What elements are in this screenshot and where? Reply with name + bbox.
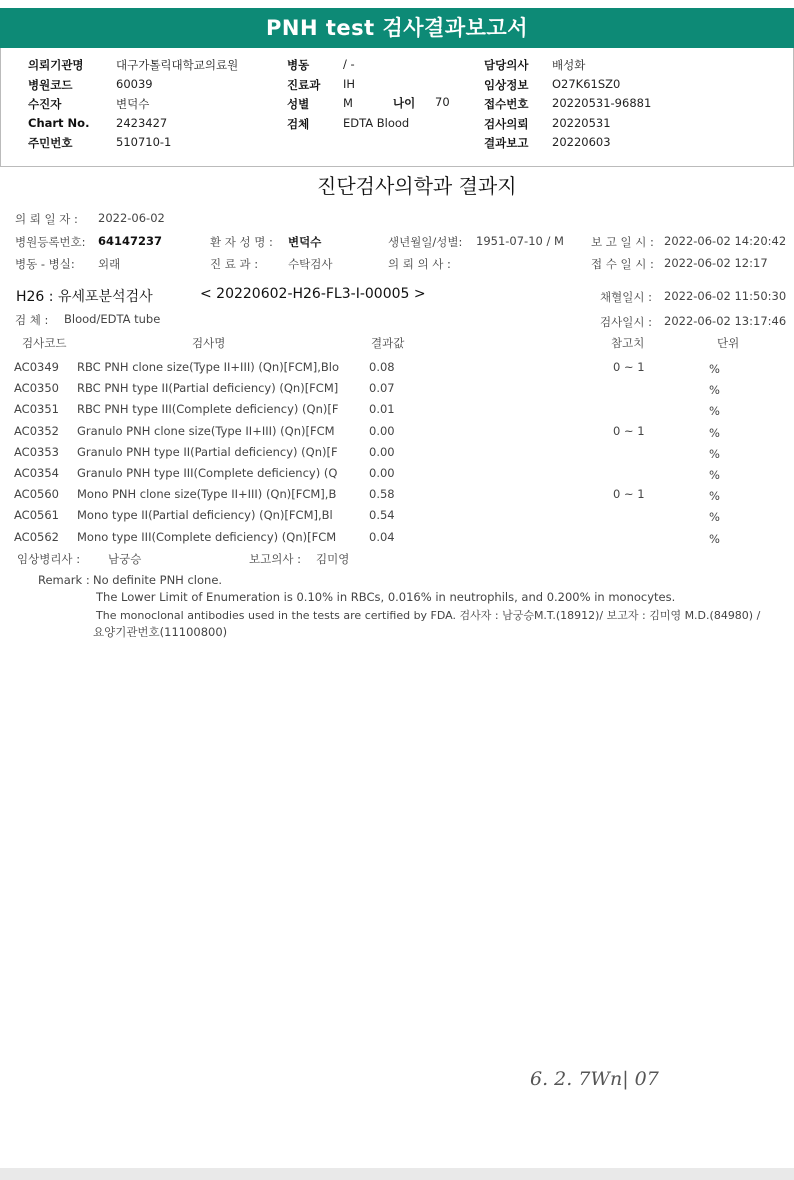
col-header-unit: 단위 <box>717 336 740 350</box>
reg-no-label: 병원등록번호: <box>15 235 86 249</box>
cell-test-name: Mono type II(Partial deficiency) (Qn)[FCM],Bl <box>77 508 333 523</box>
report-time-label: 보 고 일 시 : <box>591 235 654 249</box>
dob-label: 생년월일/성별: <box>388 235 463 249</box>
cell-test-name: RBC PNH clone size(Type II+III) (Qn)[FCM],Blo <box>77 360 339 374</box>
cell-code: AC0560 <box>14 487 59 502</box>
info-c1-label-text: 수진자 <box>28 97 62 111</box>
test-time-label: 검사일시 : <box>600 315 652 329</box>
info-c1-label-text: 병원코드 <box>28 77 73 92</box>
info-c2-value-3: EDTA Blood <box>343 115 410 130</box>
remark-line-1: No definite PNH clone. <box>93 573 223 587</box>
report-header-title: PNH test 검사결과보고서 <box>0 8 794 48</box>
cell-unit: % <box>709 404 720 419</box>
info-c1-label-3 <box>28 116 89 130</box>
cell-result: 0.00 <box>369 466 395 480</box>
reporter-label: 보고의사 : <box>249 552 301 566</box>
info-c2-label-text: 병동 <box>287 58 310 72</box>
remark-label: Remark : <box>38 573 90 587</box>
specimen-value: Blood/EDTA tube <box>64 312 161 326</box>
info-c2-label-text: 검체 <box>287 116 310 131</box>
dob-value: 1951-07-10 / M <box>476 234 564 248</box>
info-c2-label-0 <box>287 57 309 73</box>
exam-title: H26 : 유세포분석검사 <box>16 289 153 305</box>
col-header-name: 검사명 <box>192 336 226 350</box>
cell-code: AC0352 <box>14 423 59 438</box>
request-date-label: 의 뢰 일 자 : <box>15 212 78 226</box>
info-c1-value-0: 대구가톨릭대학교의료원 <box>116 58 239 72</box>
info-c3-label-0 <box>484 57 528 73</box>
cell-code: AC0350 <box>14 381 59 396</box>
cell-unit: % <box>709 446 720 461</box>
age-field <box>393 95 415 111</box>
cell-code: AC0561 <box>14 508 59 523</box>
cell-test-name: Granulo PNH clone size(Type II+III) (Qn)[FCM <box>77 423 335 438</box>
cell-result: 0.54 <box>369 508 395 523</box>
info-c1-label-text: Chart No. <box>28 115 90 130</box>
cell-result: 0.04 <box>369 529 395 544</box>
doctor-label: 의 뢰 의 사 : <box>388 257 451 271</box>
dept-label: 진 료 과 : <box>210 257 259 271</box>
info-c1-label-text: 주민번호 <box>28 136 73 150</box>
page-bottom-strip <box>0 1168 794 1180</box>
cell-result: 0.00 <box>369 423 395 438</box>
cell-reference: 0 ~ 1 <box>613 360 645 374</box>
patient-name: 변덕수 <box>288 235 322 249</box>
cell-result: 0.58 <box>369 487 395 502</box>
col-header-result: 결과값 <box>371 336 405 350</box>
info-c1-label-0 <box>28 57 84 73</box>
cell-result: 0.07 <box>369 381 395 396</box>
cell-test-name: Granulo PNH type II(Partial deficiency) (Qn)[F <box>77 444 338 459</box>
cell-test-name: RBC PNH type III(Complete deficiency) (Qn)[F <box>77 402 339 417</box>
cell-code: AC0354 <box>14 466 59 480</box>
cell-code: AC0351 <box>14 402 59 417</box>
receipt-time-label: 접 수 일 시 : <box>591 257 654 271</box>
cell-test-name: Granulo PNH type III(Complete deficiency) (Q <box>77 466 338 480</box>
clinician-label: 임상병리사 : <box>17 552 81 566</box>
document-title: 진단검사의학과 결과지 <box>317 174 517 198</box>
cell-unit: % <box>709 468 720 482</box>
cell-unit: % <box>709 510 720 525</box>
cell-code: AC0562 <box>14 529 59 544</box>
cell-unit: % <box>709 362 720 376</box>
cell-code: AC0353 <box>14 444 59 459</box>
reg-no: 64147237 <box>98 234 163 248</box>
collect-time: 2022-06-02 11:50:30 <box>664 289 787 303</box>
cell-result: 0.08 <box>369 360 395 374</box>
info-c1-value-1: 60039 <box>116 76 153 91</box>
report-time: 2022-06-02 14:20:42 <box>664 234 787 248</box>
cell-result: 0.01 <box>369 402 395 417</box>
info-c1-value-3: 2423427 <box>116 115 168 130</box>
ward-label: 병동 - 병실: <box>15 257 75 271</box>
cell-test-name: Mono PNH clone size(Type II+III) (Qn)[FCM],B <box>77 487 337 502</box>
info-c3-label-text: 임상정보 <box>484 77 529 92</box>
info-c3-value-4: 20220603 <box>552 135 611 149</box>
info-c2-label-2 <box>287 96 309 112</box>
collect-time-label: 채혈일시 : <box>600 290 652 304</box>
test-time: 2022-06-02 13:17:46 <box>664 314 787 328</box>
info-c3-label-4 <box>484 135 528 151</box>
cell-test-name: Mono type III(Complete deficiency) (Qn)[FCM <box>77 529 337 544</box>
info-c3-label-2 <box>484 96 528 112</box>
info-c3-label-3 <box>484 116 528 132</box>
patient-label: 환 자 성 명 : <box>210 235 273 249</box>
info-c3-value-2: 20220531-96881 <box>552 96 652 110</box>
info-c3-label-text: 검사의뢰 <box>484 116 529 131</box>
info-c2-value-1: IH <box>343 76 356 91</box>
clinician-name: 남궁승 <box>108 552 142 566</box>
info-c3-label-text: 결과보고 <box>484 136 529 150</box>
info-c2-value-2: M <box>343 96 353 110</box>
specimen-label: 검 체 : <box>15 313 49 327</box>
info-c3-label-1 <box>484 77 528 93</box>
cell-reference: 0 ~ 1 <box>613 423 645 438</box>
cell-code: AC0349 <box>14 360 59 374</box>
info-c1-label-text: 의뢰기관명 <box>28 58 84 72</box>
info-c3-value-3: 20220531 <box>552 115 611 130</box>
cell-test-name: RBC PNH type II(Partial deficiency) (Qn)[FCM] <box>77 381 339 396</box>
cell-result: 0.00 <box>369 444 395 459</box>
info-c3-label-text: 접수번호 <box>484 97 529 111</box>
info-c3-value-1: O27K61SZ0 <box>552 76 621 91</box>
info-c2-label-text: 진료과 <box>287 77 321 92</box>
age-label: 나이 <box>393 96 416 110</box>
exam-id: < 20220602-H26-FL3-I-00005 > <box>200 286 426 302</box>
cell-unit: % <box>709 383 720 398</box>
info-c1-label-1 <box>28 77 72 93</box>
info-c2-label-1 <box>287 77 320 93</box>
ward-value: 외래 <box>98 257 121 271</box>
info-c1-value-2: 변덕수 <box>116 97 150 111</box>
request-date: 2022-06-02 <box>98 211 165 225</box>
info-c2-value-0: / - <box>343 57 355 71</box>
remark-line-3: The monoclonal antibodies used in the tests are certified by FDA. 검사자 : 남궁승M.T.(18912)/ 보고자 : 김미영 M.D.(84980) / <box>96 609 761 622</box>
info-c1-label-4 <box>28 135 72 151</box>
cell-reference: 0 ~ 1 <box>613 487 645 502</box>
col-header-ref: 참고치 <box>611 336 645 350</box>
cell-unit: % <box>709 425 720 440</box>
remark-line-2: The Lower Limit of Enumeration is 0.10% in RBCs, 0.016% in neutrophils, and 0.200% in monocytes. <box>96 590 676 604</box>
cell-unit: % <box>709 531 720 546</box>
info-c3-label-text: 담당의사 <box>484 58 529 72</box>
cell-unit: % <box>709 489 720 504</box>
handwritten-signature: 6. 2. 7Wn| 07 <box>530 1068 659 1090</box>
age-value: 70 <box>435 95 450 109</box>
info-c2-label-text: 성별 <box>287 97 310 111</box>
col-header-code: 검사코드 <box>22 336 67 350</box>
remark-line-4: 요양기관번호(11100800) <box>93 625 228 639</box>
info-c1-label-2 <box>28 96 61 112</box>
dept-value: 수탁검사 <box>288 257 333 271</box>
info-c2-label-3 <box>287 116 309 132</box>
receipt-time: 2022-06-02 12:17 <box>664 256 768 270</box>
info-c3-value-0: 배성화 <box>552 58 586 72</box>
info-c1-value-4: 510710-1 <box>116 135 172 149</box>
reporter-name: 김미영 <box>316 552 350 566</box>
